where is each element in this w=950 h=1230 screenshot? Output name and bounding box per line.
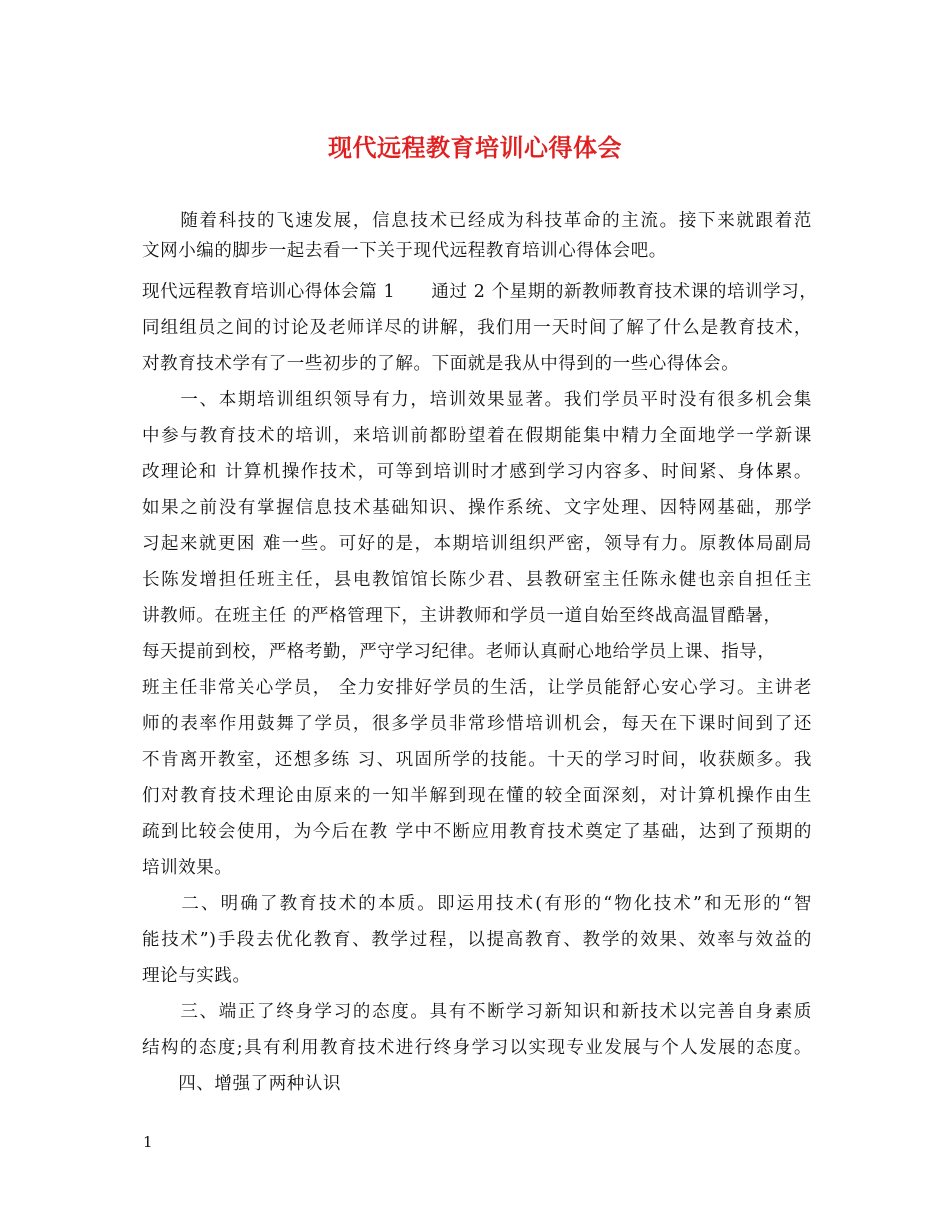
body-line: 不肯离开教室，还想多练 习、巩固所学的技能。十天的学习时间，收获颇多。我 [142,750,812,770]
body-line: 长陈发增担任班主任，县电教馆馆长陈少君、县教研室主任陈永健也亲自担任主 [142,570,812,590]
body-line: 二、明确了教育技术的本质。即运用技术(有形的“物化技术”和无形的“智 [142,894,812,914]
body-line: 现代远程教育培训心得体会篇 1 通过 2 个星期的新教师教育技术课的培训学习， [142,282,818,302]
page-number: 1 [143,1133,153,1151]
body-line: 疏到比较会使用，为今后在教 学中不断应用教育技术奠定了基础，达到了预期的 [142,822,812,842]
body-line: 一、本期培训组织领导有力，培训效果显著。我们学员平时没有很多机会集 [142,390,812,410]
body-line: 习起来就更困 难一些。可好的是，本期培训组织严密，领导有力。原教体局副局 [142,534,812,554]
body-line: 结构的态度;具有利用教育技术进行终身学习以实现专业发展与个人发展的态度。 [142,1038,812,1058]
page-title: 现代远程教育培训心得体会 [328,133,622,162]
body-line: 师的表率作用鼓舞了学员，很多学员非常珍惜培训机会，每天在下课时间到了还 [142,714,812,734]
body-line: 班主任非常关心学员， 全力安排好学员的生活，让学员能舒心安心学习。主讲老 [142,678,812,698]
body-line: 随着科技的飞速发展，信息技术已经成为科技革命的主流。接下来就跟着范 [142,211,812,231]
body-line: 如果之前没有掌握信息技术基础知识、操作系统、文字处理、因特网基础，那学 [142,498,812,518]
body-line: 文网小编的脚步一起去看一下关于现代远程教育培训心得体会吧。 [142,241,667,261]
body-line: 同组组员之间的讨论及老师详尽的讲解，我们用一天时间了解了什么是教育技术， [142,318,812,338]
body-line: 理论与实践。 [142,966,251,986]
body-line: 三、端正了终身学习的态度。具有不断学习新知识和新技术以完善自身素质 [142,1002,812,1022]
body-line: 培训效果。 [142,858,233,878]
body-line: 讲教师。在班主任 的严格管理下，主讲教师和学员一道自始至终战高温冒酷暑， [142,606,782,626]
body-line: 们对教育技术理论由原来的一知半解到现在懂的较全面深刻，对计算机操作由生 [142,786,812,806]
body-line: 能技术”)手段去优化教育、教学过程，以提高教育、教学的效果、效率与效益的 [142,930,812,950]
body-line: 改理论和 计算机操作技术，可等到培训时才感到学习内容多、时间紧、身体累。 [142,462,812,482]
body-line: 对教育技术学有了一些初步的了解。下面就是我从中得到的一些心得体会。 [142,354,740,374]
body-line: 中参与教育技术的培训，来培训前都盼望着在假期能集中精力全面地学一学新课 [142,426,812,446]
body-line: 四、增强了两种认识 [142,1074,342,1094]
body-line: 每天提前到校，严格考勤，严守学习纪律。老师认真耐心地给学员上课、指导， [142,642,776,662]
